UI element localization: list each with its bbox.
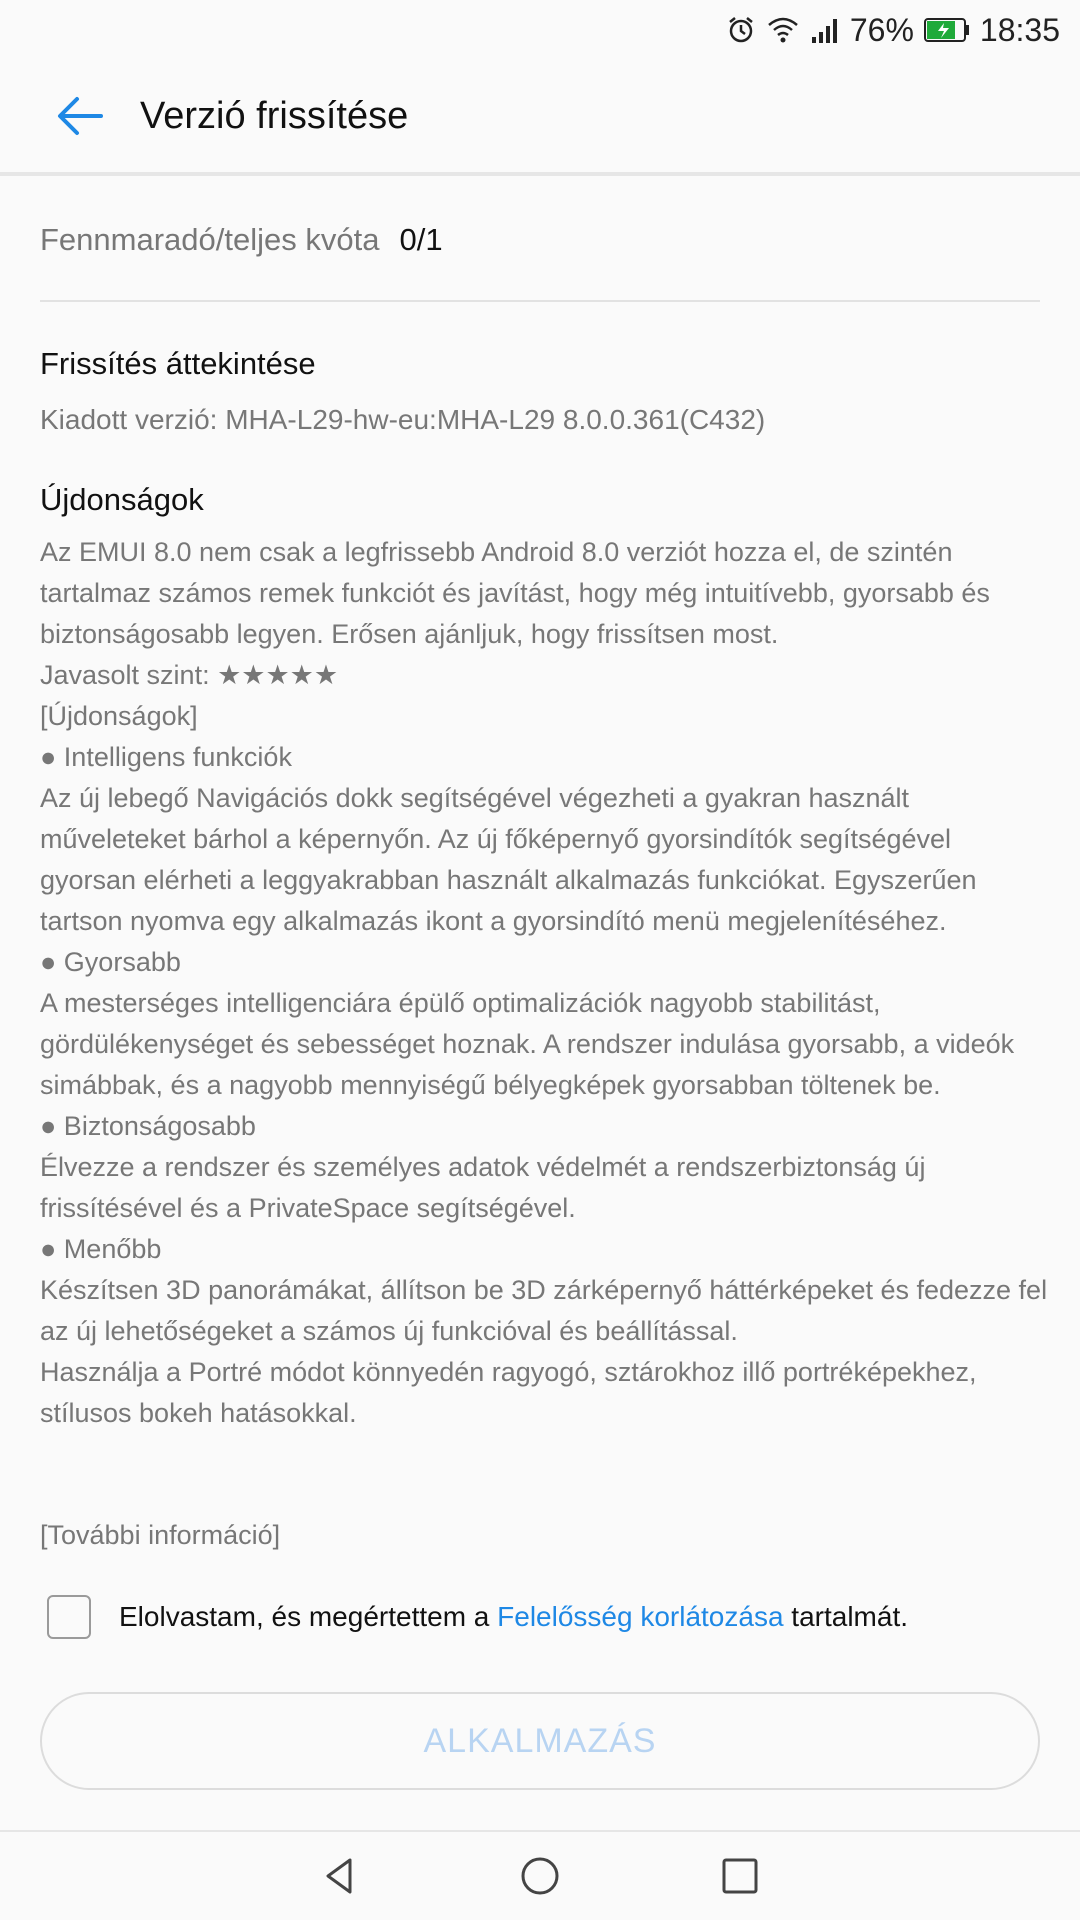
disclaimer-link[interactable]: Felelősség korlátozása	[497, 1601, 784, 1632]
release-note-bullet: ● Gyorsabb	[40, 947, 181, 977]
release-note-bullet: ● Menőbb	[40, 1234, 162, 1264]
release-note-line: tartson nyomva egy alkalmazás ikont a gyorsindító menü megjelenítéséhez.	[40, 906, 947, 936]
clock: 18:35	[979, 11, 1060, 48]
agreement-row	[40, 1595, 908, 1639]
release-notes	[40, 532, 1048, 1434]
agreement-prefix: Elolvastam, és megértettem a	[119, 1601, 498, 1632]
update-content	[40, 180, 1048, 1434]
release-note-line: műveleteket bárhol a képernyőn. Az új főképernyő gyorsindítók segítségével	[40, 824, 952, 854]
release-note-line: Használja a Portré módot könnyedén ragyogó, sztárokhoz illő portréképekhez,	[40, 1357, 977, 1387]
apply-button[interactable]: ALKALMAZÁS	[40, 1692, 1040, 1790]
signal-icon	[810, 15, 840, 45]
back-button[interactable]	[30, 66, 130, 166]
release-note-line: gyorsan elérheti a leggyakrabban használt alkalmazás funkciókat. Egyszerűen	[40, 865, 977, 895]
app-header	[0, 60, 1080, 176]
wifi-icon	[766, 15, 800, 45]
release-note-bullet: ● Intelligens funkciók	[40, 742, 292, 772]
agreement-checkbox[interactable]	[47, 1595, 91, 1639]
quota-row	[40, 180, 1040, 302]
release-note-line: tartalmaz számos remek funkciót és javítást, hogy még intuitívebb, gyorsabb és	[40, 578, 990, 608]
quota-label: Fennmaradó/teljes kvóta	[40, 222, 380, 257]
release-note-line: az új lehetőségeket a számos új funkcióval és beállítással.	[40, 1316, 738, 1346]
nav-back-button[interactable]	[310, 1846, 370, 1906]
news-title: Újdonságok	[40, 482, 204, 517]
agreement-suffix: tartalmát.	[783, 1601, 909, 1632]
release-note-line: biztonságosabb legyen. Erősen ajánljuk, hogy frissítsen most.	[40, 619, 779, 649]
release-note-line: stílusos bokeh hatásokkal.	[40, 1398, 357, 1428]
battery-icon	[924, 17, 970, 43]
release-note-bullet: ● Biztonságosabb	[40, 1111, 256, 1141]
nav-recents-icon	[718, 1854, 762, 1898]
page-title: Verzió frissítése	[140, 94, 409, 137]
release-note-line: simábbak, és a nagyobb mennyiségű bélyegképek gyorsabban töltenek be.	[40, 1070, 941, 1100]
release-note-line: Készítsen 3D panorámákat, állítson be 3D zárképernyő háttérképeket és fedezze fel	[40, 1275, 1048, 1305]
recommended-level: Javasolt szint: ★★★★★	[40, 660, 339, 690]
navigation-bar	[0, 1830, 1080, 1920]
battery-percent: 76%	[849, 11, 914, 48]
release-note-line: Az EMUI 8.0 nem csak a legfrissebb Android 8.0 verziót hozza el, de szintén	[40, 537, 953, 567]
agreement-text	[119, 1601, 908, 1633]
nav-home-button[interactable]	[510, 1846, 570, 1906]
overview-title: Frissítés áttekintése	[40, 346, 316, 381]
nav-back-icon	[318, 1854, 362, 1898]
status-bar	[0, 0, 1080, 60]
nav-home-icon	[518, 1854, 562, 1898]
released-version: Kiadott verzió: MHA-L29-hw-eu:MHA-L29 8.0.0.361(C432)	[40, 404, 766, 435]
release-note-line: gördülékenységet és sebességet hoznak. A rendszer indulása gyorsabb, a videók	[40, 1029, 1015, 1059]
release-note-line: Élvezze a rendszer és személyes adatok védelmét a rendszerbiztonság új	[40, 1152, 926, 1182]
more-info-link[interactable]: [További információ]	[40, 1520, 281, 1550]
quota-value: 0/1	[399, 222, 443, 257]
release-note-line: A mesterséges intelligenciára épülő optimalizációk nagyobb stabilitást,	[40, 988, 881, 1018]
release-note-line: Az új lebegő Navigációs dokk segítségével végezheti a gyakran használt	[40, 783, 910, 813]
alarm-icon	[726, 15, 756, 45]
nav-recents-button[interactable]	[710, 1846, 770, 1906]
release-note-line: [Újdonságok]	[40, 701, 198, 731]
release-note-line: frissítésével és a PrivateSpace segítségével.	[40, 1193, 576, 1223]
back-arrow-icon	[55, 94, 105, 138]
